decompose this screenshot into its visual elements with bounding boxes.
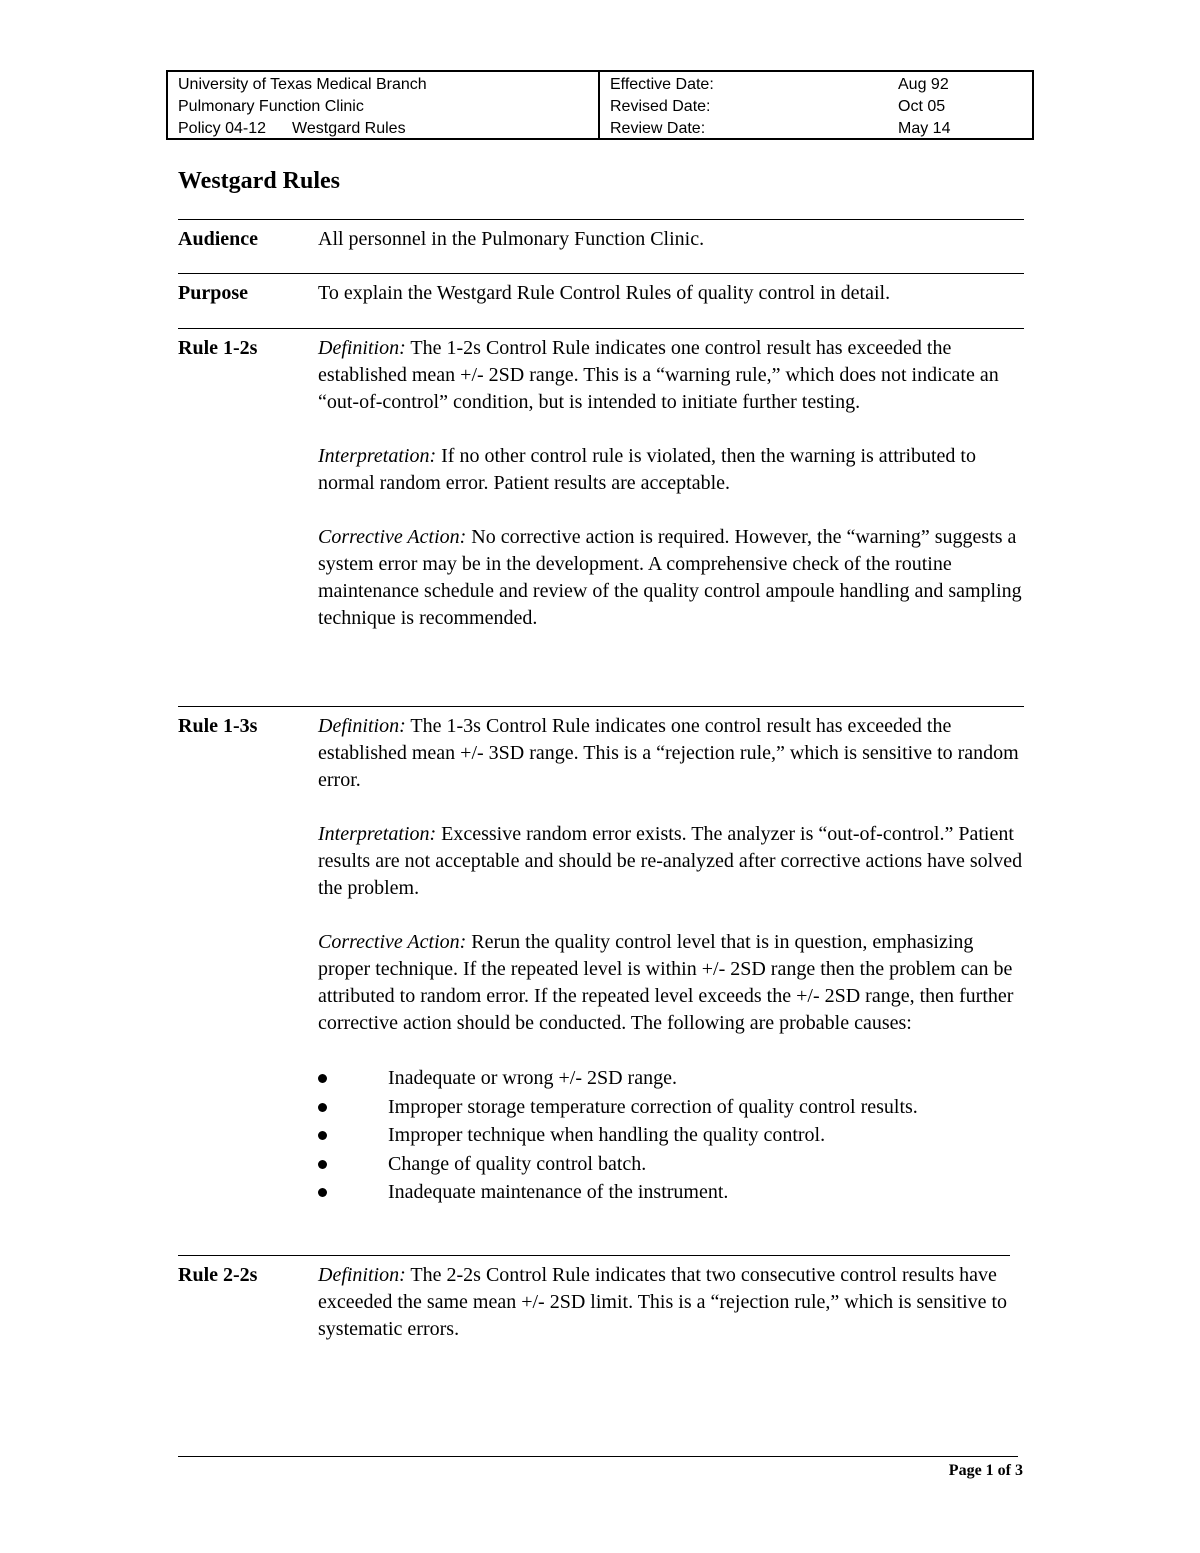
revised-date-value: Oct 05: [898, 98, 946, 115]
policy-name: Westgard Rules: [292, 120, 406, 137]
definition-lead: Definition:: [318, 1264, 406, 1286]
effective-date-value: Aug 92: [898, 76, 949, 93]
revised-date-row: [610, 96, 1032, 118]
effective-date-label: Effective Date:: [610, 76, 714, 93]
institution-name: University of Texas Medical Branch: [178, 76, 427, 93]
bullet-icon: [318, 1074, 327, 1083]
effective-date-row: [610, 74, 1032, 96]
policy-number: Policy 04-12: [178, 120, 267, 137]
rule-1-2s-body: [318, 335, 1028, 632]
policy-line: [178, 118, 598, 140]
review-date-label: Review Date:: [610, 120, 706, 137]
definition-lead: Definition:: [318, 337, 406, 359]
section-divider: [178, 1255, 1010, 1256]
clinic-name: Pulmonary Function Clinic: [178, 98, 364, 115]
list-item: Inadequate or wrong +/- 2SD range.: [318, 1064, 1028, 1093]
purpose-text: To explain the Westgard Rule Control Rules of quality control in detail.: [318, 282, 891, 304]
footer-divider: [178, 1456, 1018, 1457]
section-divider: [178, 273, 1024, 274]
audience-text: All personnel in the Pulmonary Function Clinic.: [318, 228, 705, 250]
list-item: Inadequate maintenance of the instrument.: [318, 1178, 1028, 1207]
rule-1-2s-definition: Definition: The 1-2s Control Rule indicates one control result has exceeded the established mean +/- 2SD range. This is a “warning rule,” which does not indicate an “out-of-control” condition, but is intended to initiate further testing.: [318, 337, 999, 413]
revised-date-label: Revised Date:: [610, 98, 711, 115]
section-divider: [178, 328, 1024, 329]
interpretation-lead: Interpretation:: [318, 445, 437, 467]
review-date-row: [610, 118, 1032, 140]
rule-1-3s-corrective-action: Corrective Action: Rerun the quality control level that is in question, emphasizing proper technique. If the repeated level is within +/- 2SD range then the problem can be attributed to random error. If the repeated level exceeds the +/- 2SD range, then further corrective action should be conducted. The following are probable causes:: [318, 931, 1014, 1034]
corrective-action-lead: Corrective Action:: [318, 931, 467, 953]
bullet-icon: [318, 1160, 327, 1169]
page-title: Westgard Rules: [178, 168, 340, 194]
rule-1-2s-label: Rule 1-2s: [178, 337, 258, 359]
definition-lead: Definition:: [318, 715, 406, 737]
rule-1-3s-label: Rule 1-3s: [178, 715, 258, 737]
document-header-table: [166, 70, 1034, 140]
rule-1-2s-corrective-action: Corrective Action: No corrective action is required. However, the “warning” suggests a system error may be in the development. A comprehensive check of the routine maintenance schedule and review of the quality control ampoule handling and sampling technique is recommended.: [318, 526, 1022, 629]
section-divider: [178, 219, 1024, 220]
list-item: Improper storage temperature correction of quality control results.: [318, 1093, 1028, 1122]
rule-2-2s-definition: Definition: The 2-2s Control Rule indicates that two consecutive control results have exceeded the same mean +/- 2SD limit. This is a “rejection rule,” which is sensitive to systematic errors.: [318, 1264, 1008, 1340]
probable-causes-list: [318, 1064, 1028, 1207]
list-item: Improper technique when handling the quality control.: [318, 1121, 1028, 1150]
list-item: Change of quality control batch.: [318, 1150, 1028, 1179]
section-divider: [178, 706, 1024, 707]
rule-2-2s-body: [318, 1262, 1028, 1343]
page-number: Page 1 of 3: [948, 1462, 1023, 1479]
review-date-value: May 14: [898, 120, 951, 137]
rule-1-2s-interpretation: Interpretation: If no other control rule is violated, then the warning is attributed to normal random error. Patient results are acceptable.: [318, 445, 976, 494]
bullet-icon: [318, 1103, 327, 1112]
interpretation-lead: Interpretation:: [318, 823, 437, 845]
rule-1-3s-definition: Definition: The 1-3s Control Rule indicates one control result has exceeded the established mean +/- 3SD range. This is a “rejection rule,” which is sensitive to random error.: [318, 715, 1019, 791]
header-right-column: [600, 72, 1032, 138]
rule-1-3s-interpretation: Interpretation: Excessive random error exists. The analyzer is “out-of-control.” Patient results are not acceptable and should be re-analyzed after corrective actions have solved the problem.: [318, 823, 1023, 899]
bullet-icon: [318, 1131, 327, 1140]
header-left-column: [168, 72, 600, 138]
bullet-icon: [318, 1188, 327, 1197]
purpose-label: Purpose: [178, 282, 248, 304]
audience-label: Audience: [178, 228, 258, 250]
rule-2-2s-label: Rule 2-2s: [178, 1264, 258, 1286]
rule-1-3s-body: [318, 713, 1028, 1207]
corrective-action-lead: Corrective Action:: [318, 526, 467, 548]
